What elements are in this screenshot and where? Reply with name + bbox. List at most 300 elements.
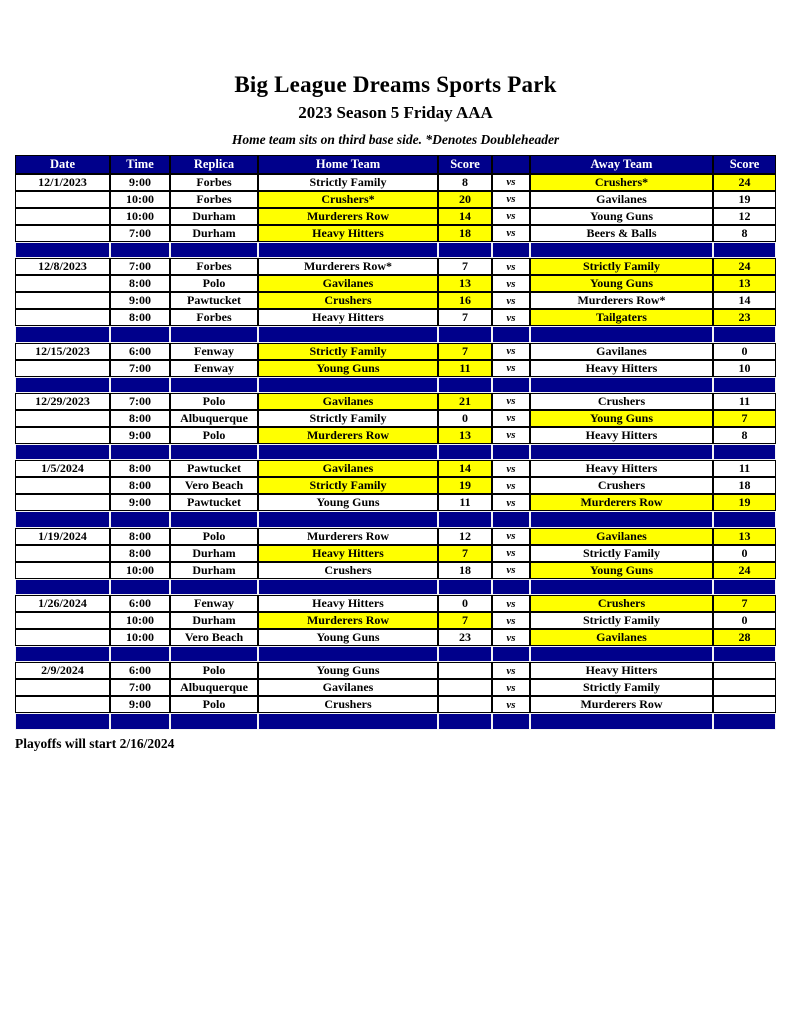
separator-cell <box>170 646 258 662</box>
separator-row <box>15 713 776 729</box>
separator-cell <box>713 579 776 595</box>
vs-cell: vs <box>492 393 530 410</box>
away-team-cell: Beers & Balls <box>530 225 713 242</box>
date-cell <box>15 696 110 713</box>
away-score-cell <box>713 662 776 679</box>
separator-cell <box>15 444 110 460</box>
separator-cell <box>258 326 438 342</box>
separator-cell <box>530 579 713 595</box>
home-team-cell: Gavilanes <box>258 679 438 696</box>
home-team-cell: Heavy Hitters <box>258 309 438 326</box>
vs-cell: vs <box>492 174 530 191</box>
separator-cell <box>492 377 530 393</box>
home-team-cell: Murderers Row <box>258 528 438 545</box>
home-score-cell: 7 <box>438 258 492 275</box>
away-team-cell: Young Guns <box>530 275 713 292</box>
table-row <box>15 528 776 545</box>
away-team-cell: Heavy Hitters <box>530 460 713 477</box>
date-cell: 12/8/2023 <box>15 258 110 275</box>
vs-cell: vs <box>492 343 530 360</box>
time-cell: 10:00 <box>110 629 170 646</box>
page-subtitle: 2023 Season 5 Friday AAA <box>298 103 493 123</box>
separator-cell <box>170 377 258 393</box>
home-score-cell: 7 <box>438 612 492 629</box>
away-score-cell: 8 <box>713 225 776 242</box>
separator-cell <box>170 444 258 460</box>
time-cell: 9:00 <box>110 174 170 191</box>
separator-cell <box>170 511 258 527</box>
away-team-cell: Crushers <box>530 393 713 410</box>
date-cell <box>15 191 110 208</box>
replica-cell: Durham <box>170 225 258 242</box>
date-cell <box>15 629 110 646</box>
replica-cell: Polo <box>170 662 258 679</box>
home-score-cell: 7 <box>438 309 492 326</box>
replica-cell: Vero Beach <box>170 629 258 646</box>
away-team-cell: Young Guns <box>530 208 713 225</box>
home-score-cell: 14 <box>438 208 492 225</box>
vs-cell: vs <box>492 595 530 612</box>
separator-cell <box>258 646 438 662</box>
home-team-cell: Crushers <box>258 696 438 713</box>
date-cell: 1/19/2024 <box>15 528 110 545</box>
separator-cell <box>15 242 110 258</box>
vs-cell: vs <box>492 309 530 326</box>
separator-cell <box>713 377 776 393</box>
away-team-cell: Gavilanes <box>530 343 713 360</box>
table-row <box>15 494 776 511</box>
home-team-cell: Murderers Row* <box>258 258 438 275</box>
away-team-cell: Murderers Row <box>530 494 713 511</box>
vs-cell: vs <box>492 208 530 225</box>
replica-cell: Pawtucket <box>170 494 258 511</box>
time-cell: 7:00 <box>110 225 170 242</box>
separator-cell <box>530 242 713 258</box>
away-score-cell: 24 <box>713 174 776 191</box>
separator-cell <box>110 377 170 393</box>
home-team-cell: Heavy Hitters <box>258 595 438 612</box>
home-score-cell: 20 <box>438 191 492 208</box>
home-team-cell: Strictly Family <box>258 410 438 427</box>
away-score-cell: 7 <box>713 410 776 427</box>
separator-cell <box>438 326 492 342</box>
separator-cell <box>492 444 530 460</box>
table-row <box>15 427 776 444</box>
home-score-cell: 11 <box>438 360 492 377</box>
separator-cell <box>530 444 713 460</box>
away-team-cell: Heavy Hitters <box>530 662 713 679</box>
header-date: Date <box>15 155 110 174</box>
table-row <box>15 595 776 612</box>
away-team-cell: Crushers* <box>530 174 713 191</box>
away-score-cell: 24 <box>713 258 776 275</box>
away-team-cell: Heavy Hitters <box>530 360 713 377</box>
separator-cell <box>492 326 530 342</box>
vs-cell: vs <box>492 410 530 427</box>
away-team-cell: Tailgaters <box>530 309 713 326</box>
vs-cell: vs <box>492 275 530 292</box>
separator-cell <box>258 579 438 595</box>
time-cell: 6:00 <box>110 595 170 612</box>
replica-cell: Albuquerque <box>170 410 258 427</box>
home-score-cell: 12 <box>438 528 492 545</box>
separator-cell <box>438 377 492 393</box>
playoffs-note: Playoffs will start 2/16/2024 <box>15 735 175 751</box>
date-cell <box>15 494 110 511</box>
vs-cell: vs <box>492 662 530 679</box>
home-team-cell: Gavilanes <box>258 275 438 292</box>
separator-cell <box>15 326 110 342</box>
separator-cell <box>438 511 492 527</box>
home-team-cell: Heavy Hitters <box>258 545 438 562</box>
separator-cell <box>530 646 713 662</box>
separator-row <box>15 579 776 595</box>
home-score-cell: 7 <box>438 545 492 562</box>
separator-cell <box>170 242 258 258</box>
vs-cell: vs <box>492 191 530 208</box>
date-cell <box>15 410 110 427</box>
vs-cell: vs <box>492 477 530 494</box>
replica-cell: Durham <box>170 612 258 629</box>
time-cell: 8:00 <box>110 275 170 292</box>
home-score-cell: 16 <box>438 292 492 309</box>
home-team-cell: Murderers Row <box>258 427 438 444</box>
time-cell: 9:00 <box>110 427 170 444</box>
away-team-cell: Young Guns <box>530 562 713 579</box>
time-cell: 6:00 <box>110 662 170 679</box>
separator-cell <box>492 242 530 258</box>
date-cell: 2/9/2024 <box>15 662 110 679</box>
vs-cell: vs <box>492 292 530 309</box>
home-score-cell: 0 <box>438 410 492 427</box>
away-score-cell: 13 <box>713 528 776 545</box>
separator-cell <box>258 444 438 460</box>
date-cell <box>15 679 110 696</box>
vs-cell: vs <box>492 360 530 377</box>
separator-row <box>15 646 776 662</box>
time-cell: 7:00 <box>110 679 170 696</box>
away-score-cell: 23 <box>713 309 776 326</box>
table-row <box>15 208 776 225</box>
home-score-cell: 19 <box>438 477 492 494</box>
date-cell: 1/5/2024 <box>15 460 110 477</box>
separator-row <box>15 377 776 393</box>
separator-cell <box>530 511 713 527</box>
date-cell <box>15 612 110 629</box>
away-score-cell: 18 <box>713 477 776 494</box>
schedule-table-body <box>15 174 776 730</box>
time-cell: 8:00 <box>110 410 170 427</box>
separator-cell <box>110 511 170 527</box>
table-row <box>15 393 776 410</box>
time-cell: 9:00 <box>110 292 170 309</box>
table-row <box>15 460 776 477</box>
replica-cell: Durham <box>170 562 258 579</box>
separator-cell <box>258 377 438 393</box>
replica-cell: Albuquerque <box>170 679 258 696</box>
vs-cell: vs <box>492 629 530 646</box>
away-team-cell: Strictly Family <box>530 545 713 562</box>
separator-cell <box>110 713 170 729</box>
replica-cell: Polo <box>170 427 258 444</box>
away-score-cell: 0 <box>713 612 776 629</box>
home-team-cell: Young Guns <box>258 360 438 377</box>
vs-cell: vs <box>492 427 530 444</box>
away-score-cell: 11 <box>713 460 776 477</box>
home-score-cell: 18 <box>438 562 492 579</box>
header-home-score: Score <box>438 155 492 174</box>
home-team-cell: Young Guns <box>258 629 438 646</box>
home-team-cell: Gavilanes <box>258 460 438 477</box>
table-row <box>15 629 776 646</box>
date-cell <box>15 477 110 494</box>
replica-cell: Vero Beach <box>170 477 258 494</box>
date-cell <box>15 545 110 562</box>
separator-cell <box>15 646 110 662</box>
time-cell: 10:00 <box>110 612 170 629</box>
replica-cell: Forbes <box>170 191 258 208</box>
separator-cell <box>438 242 492 258</box>
separator-cell <box>110 646 170 662</box>
header-away-team: Away Team <box>530 155 713 174</box>
replica-cell: Fenway <box>170 343 258 360</box>
home-score-cell: 21 <box>438 393 492 410</box>
vs-cell: vs <box>492 679 530 696</box>
table-row <box>15 679 776 696</box>
home-score-cell: 13 <box>438 427 492 444</box>
date-cell <box>15 309 110 326</box>
table-row <box>15 612 776 629</box>
home-team-cell: Crushers <box>258 292 438 309</box>
date-cell: 1/26/2024 <box>15 595 110 612</box>
away-score-cell: 12 <box>713 208 776 225</box>
date-cell <box>15 292 110 309</box>
separator-cell <box>492 579 530 595</box>
separator-cell <box>438 713 492 729</box>
vs-cell: vs <box>492 562 530 579</box>
home-score-cell: 13 <box>438 275 492 292</box>
replica-cell: Forbes <box>170 309 258 326</box>
away-score-cell: 11 <box>713 393 776 410</box>
home-team-cell: Crushers* <box>258 191 438 208</box>
separator-cell <box>170 713 258 729</box>
separator-cell <box>110 579 170 595</box>
header-home-team: Home Team <box>258 155 438 174</box>
home-score-cell: 11 <box>438 494 492 511</box>
away-team-cell: Murderers Row* <box>530 292 713 309</box>
separator-cell <box>15 377 110 393</box>
header-time: Time <box>110 155 170 174</box>
away-score-cell: 19 <box>713 191 776 208</box>
away-score-cell <box>713 679 776 696</box>
table-row <box>15 696 776 713</box>
table-row <box>15 360 776 377</box>
separator-cell <box>110 444 170 460</box>
table-row <box>15 477 776 494</box>
separator-cell <box>713 326 776 342</box>
replica-cell: Durham <box>170 545 258 562</box>
away-score-cell: 0 <box>713 545 776 562</box>
table-row <box>15 662 776 679</box>
home-score-cell: 0 <box>438 595 492 612</box>
separator-cell <box>492 713 530 729</box>
away-score-cell <box>713 696 776 713</box>
replica-cell: Polo <box>170 275 258 292</box>
date-cell <box>15 562 110 579</box>
home-score-cell: 23 <box>438 629 492 646</box>
table-row <box>15 174 776 191</box>
separator-row <box>15 511 776 527</box>
separator-cell <box>492 646 530 662</box>
away-team-cell: Strictly Family <box>530 612 713 629</box>
separator-cell <box>15 579 110 595</box>
away-score-cell: 13 <box>713 275 776 292</box>
replica-cell: Fenway <box>170 360 258 377</box>
table-header-row <box>15 155 776 174</box>
home-team-cell: Strictly Family <box>258 477 438 494</box>
home-team-cell: Strictly Family <box>258 174 438 191</box>
replica-cell: Forbes <box>170 174 258 191</box>
away-score-cell: 0 <box>713 343 776 360</box>
separator-cell <box>713 713 776 729</box>
replica-cell: Polo <box>170 528 258 545</box>
home-score-cell: 18 <box>438 225 492 242</box>
table-row <box>15 562 776 579</box>
separator-row <box>15 444 776 460</box>
home-score-cell <box>438 679 492 696</box>
home-score-cell: 7 <box>438 343 492 360</box>
time-cell: 7:00 <box>110 258 170 275</box>
vs-cell: vs <box>492 545 530 562</box>
replica-cell: Pawtucket <box>170 460 258 477</box>
time-cell: 8:00 <box>110 460 170 477</box>
away-score-cell: 7 <box>713 595 776 612</box>
away-team-cell: Heavy Hitters <box>530 427 713 444</box>
vs-cell: vs <box>492 460 530 477</box>
date-cell <box>15 225 110 242</box>
vs-cell: vs <box>492 225 530 242</box>
home-team-cell: Gavilanes <box>258 393 438 410</box>
separator-cell <box>15 713 110 729</box>
date-cell: 12/29/2023 <box>15 393 110 410</box>
separator-cell <box>492 511 530 527</box>
separator-cell <box>438 646 492 662</box>
separator-cell <box>110 242 170 258</box>
home-team-cell: Heavy Hitters <box>258 225 438 242</box>
separator-cell <box>438 444 492 460</box>
replica-cell: Polo <box>170 393 258 410</box>
table-row <box>15 309 776 326</box>
separator-cell <box>170 579 258 595</box>
vs-cell: vs <box>492 258 530 275</box>
page-title: Big League Dreams Sports Park <box>234 72 557 97</box>
replica-cell: Fenway <box>170 595 258 612</box>
time-cell: 8:00 <box>110 545 170 562</box>
away-score-cell: 10 <box>713 360 776 377</box>
separator-cell <box>110 326 170 342</box>
vs-cell: vs <box>492 696 530 713</box>
table-row <box>15 343 776 360</box>
table-row <box>15 275 776 292</box>
separator-row <box>15 326 776 342</box>
home-score-cell: 8 <box>438 174 492 191</box>
vs-cell: vs <box>492 612 530 629</box>
table-row <box>15 191 776 208</box>
separator-row <box>15 242 776 258</box>
away-score-cell: 8 <box>713 427 776 444</box>
separator-cell <box>15 511 110 527</box>
away-score-cell: 24 <box>713 562 776 579</box>
away-team-cell: Young Guns <box>530 410 713 427</box>
away-team-cell: Gavilanes <box>530 191 713 208</box>
table-row <box>15 292 776 309</box>
separator-cell <box>258 242 438 258</box>
home-team-cell: Murderers Row <box>258 612 438 629</box>
time-cell: 6:00 <box>110 343 170 360</box>
separator-cell <box>258 511 438 527</box>
separator-cell <box>530 713 713 729</box>
time-cell: 10:00 <box>110 208 170 225</box>
separator-cell <box>258 713 438 729</box>
home-score-cell <box>438 696 492 713</box>
away-team-cell: Strictly Family <box>530 258 713 275</box>
header-away-score: Score <box>713 155 776 174</box>
header-vs-spacer <box>492 155 530 174</box>
date-cell <box>15 427 110 444</box>
away-team-cell: Crushers <box>530 595 713 612</box>
page-header <box>0 0 791 148</box>
away-team-cell: Strictly Family <box>530 679 713 696</box>
time-cell: 9:00 <box>110 696 170 713</box>
time-cell: 8:00 <box>110 528 170 545</box>
date-cell: 12/1/2023 <box>15 174 110 191</box>
date-cell <box>15 208 110 225</box>
date-cell <box>15 275 110 292</box>
vs-cell: vs <box>492 528 530 545</box>
separator-cell <box>530 377 713 393</box>
time-cell: 10:00 <box>110 191 170 208</box>
time-cell: 7:00 <box>110 360 170 377</box>
home-team-cell: Strictly Family <box>258 343 438 360</box>
time-cell: 7:00 <box>110 393 170 410</box>
separator-cell <box>438 579 492 595</box>
vs-cell: vs <box>492 494 530 511</box>
away-team-cell: Gavilanes <box>530 528 713 545</box>
replica-cell: Polo <box>170 696 258 713</box>
away-team-cell: Crushers <box>530 477 713 494</box>
time-cell: 9:00 <box>110 494 170 511</box>
home-team-cell: Young Guns <box>258 662 438 679</box>
separator-cell <box>713 646 776 662</box>
separator-cell <box>530 326 713 342</box>
schedule-table <box>15 155 776 729</box>
home-team-cell: Murderers Row <box>258 208 438 225</box>
date-cell: 12/15/2023 <box>15 343 110 360</box>
replica-cell: Forbes <box>170 258 258 275</box>
separator-cell <box>713 242 776 258</box>
away-score-cell: 28 <box>713 629 776 646</box>
home-team-note: Home team sits on third base side. *Denotes Doubleheader <box>231 132 560 148</box>
table-row <box>15 545 776 562</box>
separator-cell <box>713 444 776 460</box>
replica-cell: Pawtucket <box>170 292 258 309</box>
date-cell <box>15 360 110 377</box>
time-cell: 8:00 <box>110 309 170 326</box>
away-score-cell: 19 <box>713 494 776 511</box>
home-team-cell: Young Guns <box>258 494 438 511</box>
time-cell: 8:00 <box>110 477 170 494</box>
table-row <box>15 258 776 275</box>
